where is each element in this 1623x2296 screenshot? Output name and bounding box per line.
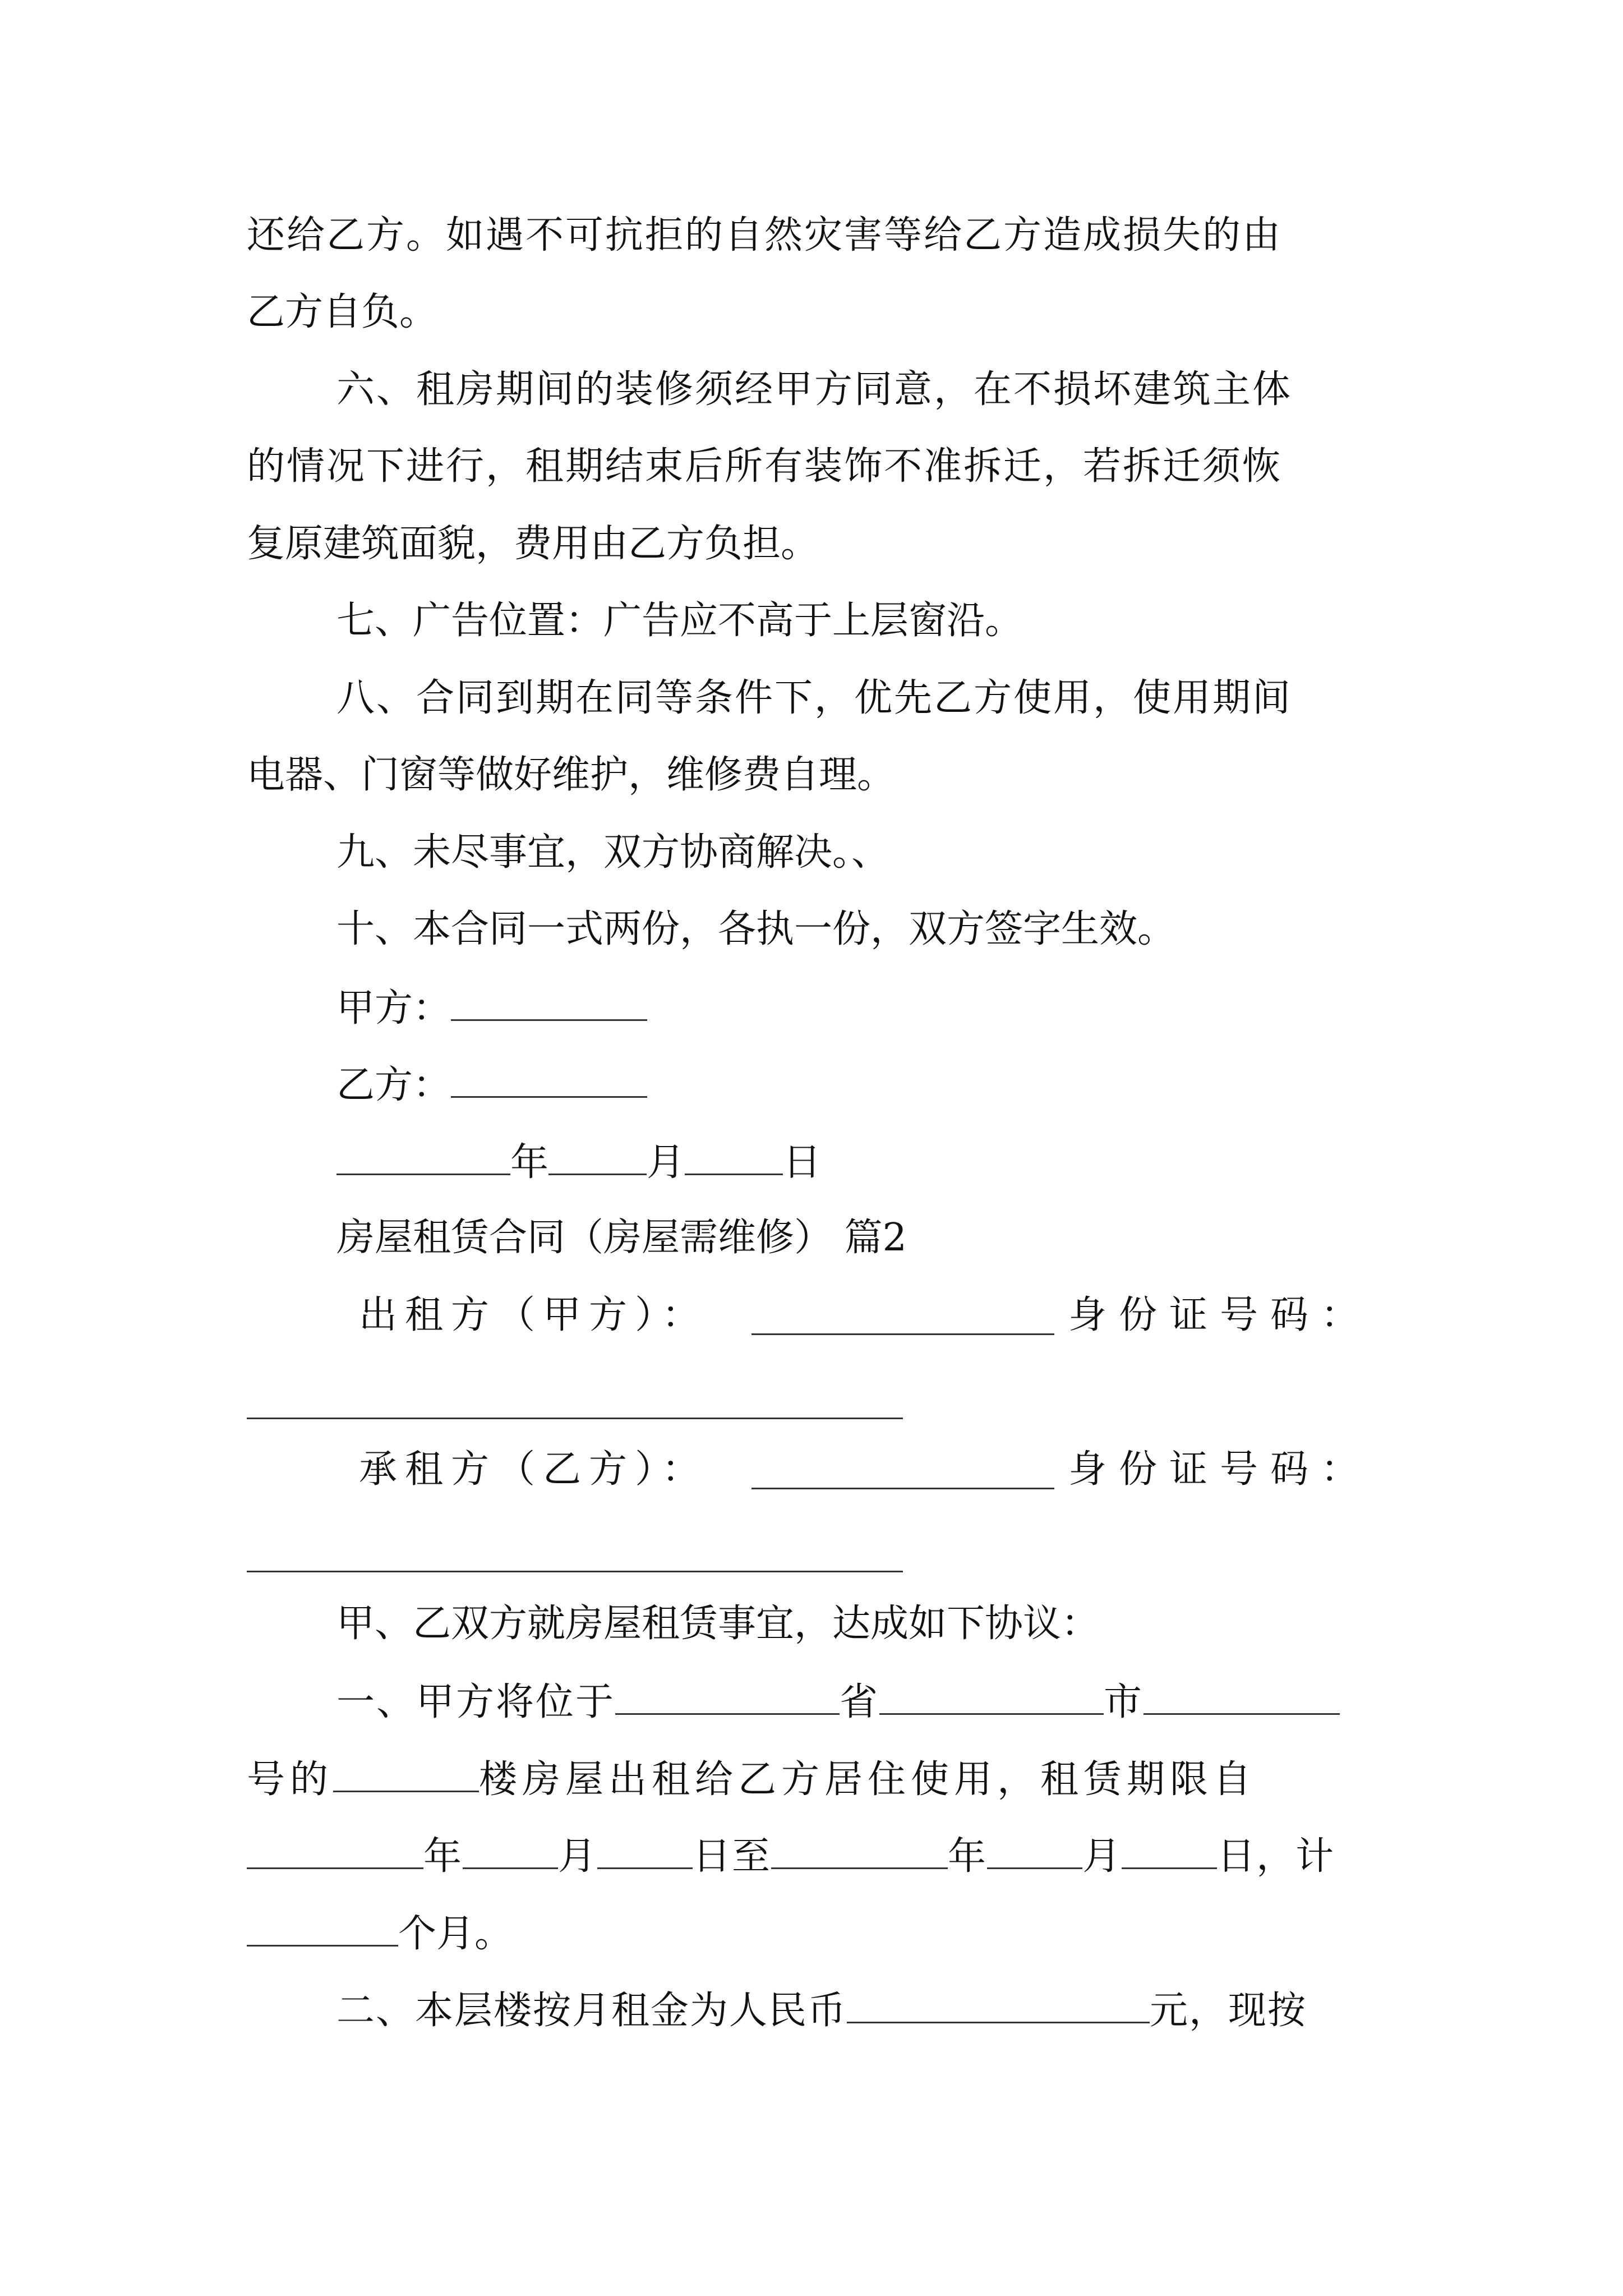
start-month-blank <box>463 1827 558 1869</box>
start-year-blank <box>247 1827 423 1869</box>
term-1-line-4 <box>247 1904 513 1962</box>
lessee-id-blank <box>247 1571 903 1572</box>
term-1-text: 一、甲方将位于 <box>336 1680 616 1724</box>
sign-date-line <box>336 1133 821 1191</box>
start-day-blank <box>597 1827 693 1869</box>
city-blank <box>879 1673 1104 1715</box>
paragraph-line: 七、广告位置：广告应不高于上层窗沿。 <box>336 599 1023 643</box>
party-a-signature-line <box>336 979 647 1037</box>
end-month-blank <box>987 1827 1082 1869</box>
year-label: 年 <box>510 1140 549 1185</box>
year-label: 年 <box>948 1834 988 1879</box>
year-label: 年 <box>423 1834 463 1879</box>
paragraph-line: 还给乙方。如遇不可抗拒的自然灾害等给乙方造成损失的由 <box>247 213 1283 257</box>
month-label: 月 <box>1082 1834 1122 1879</box>
end-year-blank <box>771 1827 948 1869</box>
month-label: 月 <box>558 1834 598 1879</box>
lessee-name-blank <box>751 1447 1054 1489</box>
paragraph-line: 九、未尽事宜，双方协商解决。、 <box>336 830 890 875</box>
street-blank <box>1144 1673 1340 1715</box>
day-total-label: 日，计 <box>1217 1834 1335 1879</box>
term-1-line-2 <box>247 1750 1256 1808</box>
term-2-line-1 <box>336 1981 1307 2039</box>
lessor-id-blank <box>247 1418 903 1419</box>
lessor-label: 出租方（甲方）： <box>359 1293 708 1337</box>
section-heading: 房屋租赁合同（房屋需维修） 篇2 <box>336 1216 907 1260</box>
agreement-intro: 甲、乙双方就房屋租赁事宜，达成如下协议： <box>336 1602 1100 1646</box>
lessee-label: 承租方（乙方）： <box>359 1447 708 1492</box>
paragraph-line: 八、合同到期在同等条件下，优先乙方使用，使用期间 <box>336 676 1293 720</box>
paragraph-line: 复原建筑面貌，费用由乙方负担。 <box>247 522 819 566</box>
city-label: 市 <box>1104 1680 1144 1724</box>
paragraph-line: 的情况下进行，租期结束后所有装饰不准拆迁，若拆迁须恢 <box>247 444 1283 489</box>
paragraph-line: 六、租房期间的装修须经甲方同意，在不损坏建筑主体 <box>336 367 1293 412</box>
end-day-blank <box>1122 1827 1217 1869</box>
lessee-line <box>359 1442 708 1498</box>
term-2-text: 二、本层楼按月租金为人民币 <box>336 1989 847 2033</box>
day-blank <box>685 1133 783 1175</box>
number-label: 号的 <box>247 1757 334 1802</box>
month-blank <box>548 1133 647 1175</box>
term-2-text-2: 元，现按 <box>1150 1989 1307 2033</box>
rent-blank <box>847 1981 1150 2023</box>
lessor-id-label: 身份证号码： <box>1068 1293 1372 1337</box>
term-1-line-1 <box>336 1673 1340 1731</box>
lessee-id-label: 身份证号码： <box>1068 1447 1372 1492</box>
term-1-line-3 <box>247 1827 1335 1885</box>
day-to-label: 日至 <box>693 1834 772 1879</box>
paragraph-line: 十、本合同一式两份，各执一份，双方签字生效。 <box>336 907 1176 951</box>
party-b-label: 乙方： <box>336 1063 451 1107</box>
floor-blank <box>333 1750 479 1792</box>
party-b-signature-line <box>336 1056 647 1114</box>
day-label: 日 <box>783 1140 822 1185</box>
month-label: 月 <box>647 1140 685 1185</box>
lessor-name-blank <box>751 1293 1054 1335</box>
party-a-blank <box>451 979 647 1021</box>
party-b-blank <box>451 1056 647 1098</box>
months-blank <box>247 1904 398 1947</box>
paragraph-line: 电器、门窗等做好维护，维修费自理。 <box>247 753 896 797</box>
lessor-line <box>359 1287 708 1343</box>
months-label: 个月。 <box>398 1912 513 1956</box>
province-blank <box>615 1673 840 1715</box>
province-label: 省 <box>840 1680 880 1724</box>
year-blank <box>336 1133 510 1175</box>
paragraph-line: 乙方自负。 <box>247 290 438 334</box>
term-1-text-2: 楼房屋出租给乙方居住使用，租赁期限自 <box>479 1757 1257 1802</box>
party-a-label: 甲方： <box>336 986 451 1030</box>
